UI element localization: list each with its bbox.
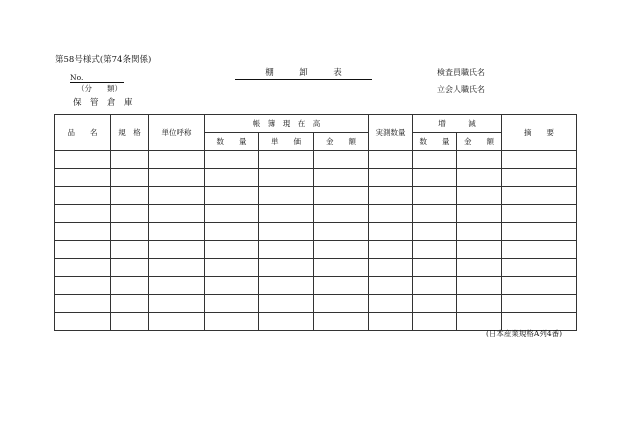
header-actual-quantity: 実測数量 <box>369 115 413 151</box>
blank-cell[interactable] <box>149 241 205 259</box>
blank-cell[interactable] <box>502 223 577 241</box>
blank-cell[interactable] <box>502 187 577 205</box>
blank-cell[interactable] <box>205 313 259 331</box>
blank-cell[interactable] <box>413 223 457 241</box>
blank-cell[interactable] <box>111 277 149 295</box>
blank-cell[interactable] <box>314 205 369 223</box>
blank-cell[interactable] <box>502 313 577 331</box>
blank-cell[interactable] <box>457 151 502 169</box>
blank-cell[interactable] <box>149 259 205 277</box>
blank-cell[interactable] <box>369 277 413 295</box>
blank-cell[interactable] <box>314 277 369 295</box>
blank-cell[interactable] <box>111 259 149 277</box>
blank-cell[interactable] <box>205 187 259 205</box>
blank-cell[interactable] <box>369 151 413 169</box>
blank-cell[interactable] <box>111 151 149 169</box>
blank-cell[interactable] <box>413 169 457 187</box>
blank-cell[interactable] <box>111 241 149 259</box>
blank-cell[interactable] <box>369 169 413 187</box>
blank-cell[interactable] <box>457 187 502 205</box>
blank-cell[interactable] <box>205 241 259 259</box>
blank-cell[interactable] <box>502 277 577 295</box>
blank-cell[interactable] <box>413 241 457 259</box>
table-row <box>55 295 577 313</box>
blank-cell[interactable] <box>413 187 457 205</box>
blank-cell[interactable] <box>369 259 413 277</box>
blank-cell[interactable] <box>314 187 369 205</box>
blank-cell[interactable] <box>149 277 205 295</box>
blank-cell[interactable] <box>205 277 259 295</box>
table-row <box>55 205 577 223</box>
blank-cell[interactable] <box>314 313 369 331</box>
blank-cell[interactable] <box>55 151 111 169</box>
blank-cell[interactable] <box>259 205 314 223</box>
blank-cell[interactable] <box>369 295 413 313</box>
blank-cell[interactable] <box>149 151 205 169</box>
blank-cell[interactable] <box>502 169 577 187</box>
blank-cell[interactable] <box>111 313 149 331</box>
blank-cell[interactable] <box>55 277 111 295</box>
blank-cell[interactable] <box>502 259 577 277</box>
table-row <box>55 241 577 259</box>
blank-cell[interactable] <box>314 151 369 169</box>
blank-cell[interactable] <box>457 277 502 295</box>
blank-cell[interactable] <box>111 205 149 223</box>
blank-cell[interactable] <box>457 205 502 223</box>
blank-cell[interactable] <box>149 313 205 331</box>
inventory-table <box>54 114 577 331</box>
blank-cell[interactable] <box>502 205 577 223</box>
header-item-name: 品 名 <box>55 115 111 151</box>
blank-cell[interactable] <box>149 205 205 223</box>
blank-cell[interactable] <box>111 169 149 187</box>
blank-cell[interactable] <box>457 223 502 241</box>
table-row <box>55 151 577 169</box>
blank-cell[interactable] <box>314 169 369 187</box>
table-row <box>55 187 577 205</box>
header-book-amount: 金 額 <box>314 133 369 151</box>
blank-cell[interactable] <box>369 205 413 223</box>
inspector-name-label: 検査員職氏名 <box>437 68 485 77</box>
blank-cell[interactable] <box>205 259 259 277</box>
number-label: No. <box>70 73 84 82</box>
blank-cell[interactable] <box>369 223 413 241</box>
blank-cell[interactable] <box>55 223 111 241</box>
blank-cell[interactable] <box>502 151 577 169</box>
blank-cell[interactable] <box>369 187 413 205</box>
blank-cell[interactable] <box>55 313 111 331</box>
warehouse-label: 保 管 倉 庫 <box>73 98 133 108</box>
table-row <box>55 277 577 295</box>
blank-cell[interactable] <box>259 313 314 331</box>
blank-cell[interactable] <box>502 241 577 259</box>
blank-cell[interactable] <box>413 277 457 295</box>
blank-cell[interactable] <box>259 241 314 259</box>
blank-cell[interactable] <box>457 295 502 313</box>
blank-cell[interactable] <box>111 295 149 313</box>
blank-cell[interactable] <box>55 295 111 313</box>
blank-cell[interactable] <box>55 187 111 205</box>
blank-cell[interactable] <box>259 295 314 313</box>
blank-cell[interactable] <box>149 169 205 187</box>
blank-cell[interactable] <box>205 295 259 313</box>
blank-cell[interactable] <box>314 241 369 259</box>
table-row <box>55 259 577 277</box>
blank-cell[interactable] <box>111 187 149 205</box>
category-label: （分 類） <box>77 84 122 93</box>
header-unit-name: 単位呼称 <box>149 115 205 151</box>
blank-cell[interactable] <box>314 295 369 313</box>
header-book-unit-price: 単 価 <box>259 133 314 151</box>
blank-cell[interactable] <box>259 277 314 295</box>
blank-cell[interactable] <box>413 151 457 169</box>
header-book-quantity: 数 量 <box>205 133 259 151</box>
blank-cell[interactable] <box>259 259 314 277</box>
blank-cell[interactable] <box>259 169 314 187</box>
blank-cell[interactable] <box>205 169 259 187</box>
blank-cell[interactable] <box>314 259 369 277</box>
table-row <box>55 313 577 331</box>
blank-cell[interactable] <box>413 313 457 331</box>
paper-size-note: (日本産業規格A列4番) <box>486 329 563 338</box>
blank-cell[interactable] <box>457 313 502 331</box>
header-change-quantity: 数 量 <box>413 133 457 151</box>
title-underline <box>235 79 372 80</box>
blank-cell[interactable] <box>369 313 413 331</box>
blank-cell[interactable] <box>111 223 149 241</box>
header-remarks: 摘 要 <box>502 115 577 151</box>
blank-cell[interactable] <box>259 151 314 169</box>
page-title: 棚 卸 表 <box>265 68 342 78</box>
blank-cell[interactable] <box>413 295 457 313</box>
form-number: 第58号様式(第74条関係) <box>55 55 152 65</box>
header-spec: 規 格 <box>111 115 149 151</box>
blank-cell[interactable] <box>413 205 457 223</box>
blank-cell[interactable] <box>457 259 502 277</box>
blank-cell[interactable] <box>55 169 111 187</box>
blank-cell[interactable] <box>205 223 259 241</box>
blank-cell[interactable] <box>369 241 413 259</box>
blank-cell[interactable] <box>149 295 205 313</box>
table-row <box>55 169 577 187</box>
blank-cell[interactable] <box>149 187 205 205</box>
blank-cell[interactable] <box>205 151 259 169</box>
blank-cell[interactable] <box>55 241 111 259</box>
blank-cell[interactable] <box>259 223 314 241</box>
blank-cell[interactable] <box>502 295 577 313</box>
header-change: 増 減 <box>413 115 502 133</box>
blank-cell[interactable] <box>314 223 369 241</box>
blank-cell[interactable] <box>205 205 259 223</box>
blank-cell[interactable] <box>457 169 502 187</box>
number-underline <box>70 82 124 83</box>
header-book-stock: 帳 簿 現 在 高 <box>205 115 369 133</box>
blank-cell[interactable] <box>149 223 205 241</box>
witness-name-label: 立会人職氏名 <box>437 85 485 94</box>
blank-cell[interactable] <box>55 205 111 223</box>
blank-cell[interactable] <box>259 187 314 205</box>
blank-cell[interactable] <box>413 259 457 277</box>
blank-cell[interactable] <box>55 259 111 277</box>
table-row <box>55 223 577 241</box>
blank-cell[interactable] <box>457 241 502 259</box>
header-change-amount: 金 額 <box>457 133 502 151</box>
